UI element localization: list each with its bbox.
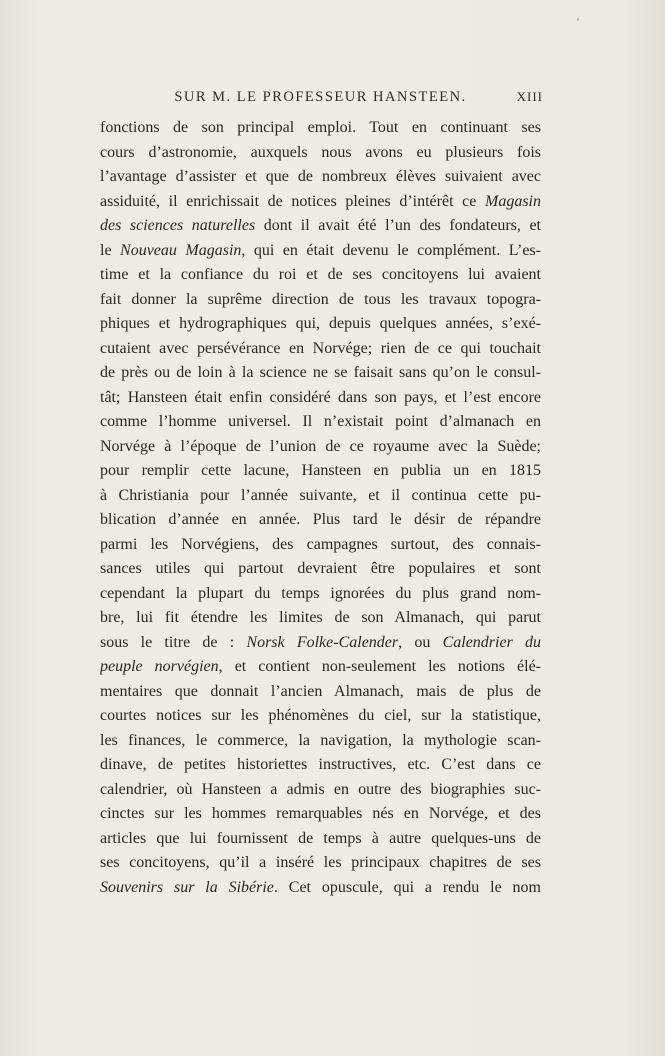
text-run: mentaires que donnait l’ancien Almanach, mais de plus de [100, 682, 541, 700]
text-line [100, 582, 541, 607]
text-run: , et contient non-seulement les notions élé- [218, 658, 541, 675]
text-run: articles que lui fournissent de temps à autre quelques-uns de [100, 829, 541, 847]
text-line [100, 165, 541, 190]
text-run: time et la confiance du roi et de ses concitoyens lui avaient [100, 266, 541, 283]
text-line [100, 606, 541, 631]
text-line [100, 386, 541, 411]
text-run: , ou [398, 633, 443, 651]
text-run: l’avantage d’assister et que de nombreux élèves suivaient avec [100, 168, 541, 185]
paper-speck [577, 18, 579, 21]
text-line [100, 190, 541, 215]
italic-text: peuple norvégien [100, 658, 219, 675]
text-line [100, 435, 541, 460]
text-run: , qui en était devenu le complément. L’es- [241, 241, 541, 259]
text-line [100, 876, 541, 901]
text-line [100, 827, 541, 852]
text-run: . Cet opuscule, qui a rendu le nom [273, 878, 541, 896]
text-run: assiduité, il enrichissait de notices pleines d’intérêt ce [100, 192, 485, 210]
text-run: Norvége à l’époque de l’union de ce royaume avec la Suède; [100, 437, 541, 455]
text-run: les finances, le commerce, la navigation, la mythologie scan- [100, 731, 541, 749]
text-line [100, 214, 541, 239]
text-run: blication d’année en année. Plus tard le désir de répandre [100, 511, 541, 528]
running-title: SUR M. LE PROFESSEUR HANSTEEN. [174, 89, 467, 105]
text-run: ses concitoyens, qu’il a inséré les principaux chapitres de ses [100, 854, 541, 871]
text-line [100, 116, 541, 141]
italic-text: Magasin [485, 192, 541, 210]
text-run: fait donner la suprême direction de tous les travaux topogra- [100, 290, 541, 308]
text-run: phiques et hydrographiques qui, depuis quelques années, s’exé- [100, 315, 541, 332]
text-line [100, 312, 541, 337]
page-header [100, 86, 541, 108]
text-line [100, 655, 541, 680]
text-line [100, 631, 541, 656]
text-line [100, 557, 541, 582]
text-line [100, 288, 541, 313]
text-line [100, 729, 541, 754]
page-number: XIII [516, 89, 543, 104]
text-run: fonctions de son principal emploi. Tout en continuant ses [100, 119, 541, 136]
text-run: cinctes sur les hommes remarquables nés en Norvége, et des [100, 805, 541, 822]
text-line [100, 410, 541, 435]
text-run: cutaient avec persévérance en Norvége; rien de ce qui touchait [100, 339, 541, 357]
text-line [100, 239, 541, 264]
text-run: parmi les Norvégiens, des campagnes surtout, des connais- [100, 535, 541, 553]
text-run: pour remplir cette lacune, Hansteen en publia un en 1815 [100, 462, 541, 479]
text-run: sous le titre de : [100, 633, 247, 651]
text-line [100, 680, 541, 705]
text-run: de près ou de loin à la science ne se faisait sans qu’on le consul- [100, 364, 541, 381]
italic-text: Nouveau Magasin [120, 241, 242, 259]
text-run: cependant la plupart du temps ignorées du plus grand nom- [100, 584, 541, 602]
text-line [100, 361, 541, 386]
text-run: le [100, 241, 121, 259]
text-run: dinave, de petites historiettes instructives, etc. C’est dans ce [100, 756, 541, 773]
italic-text: Norsk Folke-Calender [246, 633, 399, 651]
italic-text: des sciences naturelles [100, 217, 256, 234]
text-line [100, 484, 541, 509]
text-line [100, 851, 541, 876]
text-line [100, 802, 541, 827]
text-line [100, 337, 541, 362]
text-run: dont il avait été l’un des fondateurs, et [255, 217, 541, 234]
text-line [100, 753, 541, 778]
text-run: à Christiania pour l’année suivante, et il continua cette pu- [100, 486, 541, 504]
text-run: sances utiles qui partout devraient être populaires et sont [100, 560, 541, 577]
text-run: cours d’astronomie, auxquels nous avons eu plusieurs fois [100, 143, 541, 161]
body-text [100, 116, 541, 900]
text-line [100, 533, 541, 558]
text-line [100, 263, 541, 288]
text-run: comme l’homme universel. Il n’existait point d’almanach en [100, 413, 541, 430]
text-line [100, 704, 541, 729]
text-line [100, 508, 541, 533]
italic-text: Souvenirs sur la Sibérie [100, 878, 274, 896]
text-run: calendrier, où Hansteen a admis en outre des biographies suc- [100, 780, 541, 798]
text-line [100, 778, 541, 803]
text-run: bre, lui fit étendre les limites de son Almanach, qui parut [100, 609, 541, 626]
text-run: courtes notices sur les phénomènes du ciel, sur la statistique, [100, 707, 541, 724]
text-run: tât; Hansteen était enfin considéré dans son pays, et l’est encore [100, 388, 541, 406]
text-line [100, 459, 541, 484]
text-line [100, 141, 541, 166]
italic-text: Calendrier du [442, 633, 541, 651]
